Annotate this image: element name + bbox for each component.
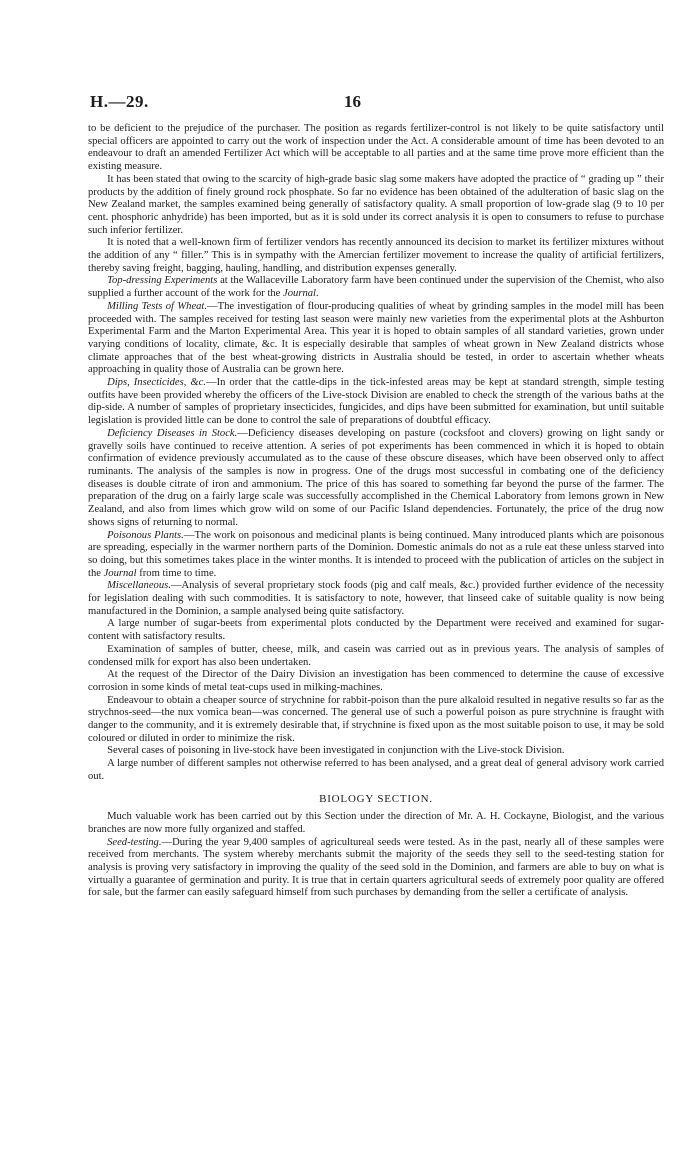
paragraph: Top-dressing Experiments at the Wallaceville Laboratory farm have been continued under the supervision of the Chemist, who also supplied a further account of the work for the Journal. — [88, 275, 664, 300]
section-heading: BIOLOGY SECTION. — [319, 792, 433, 805]
page-header — [88, 92, 664, 114]
paragraph: At the request of the Director of the Dairy Division an investigation has been commenced to determine the cause of excessive corrosion in some kinds of metal teat-cups used in milking-machines. — [88, 669, 664, 693]
paragraph: It is noted that a well-known firm of fertilizer vendors has recently announced its decision to market its fertilizer mixtures without the addition of any “ filler.” This is in sympathy with the Amercian fertilizer movement to increase the quality of artificial fertilizers, thereby saving freight, bagging, hauling, handling, and distribution expenses generally. — [88, 237, 664, 274]
paragraph-lead: Seed-testing. — [107, 836, 162, 848]
paragraph-lead: Miscellaneous. — [107, 580, 171, 592]
paragraph: Poisonous Plants.—The work on poisonous and medicinal plants is being continued. Many introduced plants which are poisonous are spreading, especially in the warmer northern parts of the Dominion. Domestic animals do not as a rule eat these unless starved into so doing, but this sometimes takes place in the winter months. It is intended to proceed with the publication of articles on the subject in the Journal from time to time. — [88, 529, 665, 579]
paragraph: to be deficient to the prejudice of the purchaser. The position as regards fertilizer-control is not likely to be quite satisfactory until special officers are appointed to carry out the work of inspection under the Act. A considerable amount of time has been devoted to an endeavour to draft an amended Fertilizer Act which will be acceptable to all parties and at the same time prove more efficient than the existing measure. — [88, 123, 664, 173]
document-reference: H.—29. — [90, 92, 149, 111]
paragraph: Milling Tests of Wheat.—The investigation of flour-producing qualities of wheat by grinding samples in the model mill has been proceeded with. The samples received for testing last season were mainly new varieties from the experimental plots at the Ashburton Experimental Farm and the Marton Experimental Area. This year it is hoped to obtain samples of all standard varieties, grown under varying conditions of locality, climate, &c. It is especially desirable that samples of wheat grown in New Zealand districts whose climate approaches that of the best wheat-growing districts in Australia should be tested, in order to ascertain whether wheats approaching in quality those of Australia can be grown here. — [88, 300, 664, 376]
document-body — [88, 123, 664, 900]
page-number: 16 — [344, 92, 361, 111]
paragraph: Dips, Insecticides, &c.—In order that the cattle-dips in the tick-infested areas may be kept at standard strength, simple testing outfits have been provided whereby the officers of the Live-stock Division are enabled to check the strength of the various baths at the dip-side. A number of samples of proprietary insecticides, fungicides, and dips have been submitted for examination, but until suitable legislation is provided little can be done to control the sale of preparations of doubtful efficacy. — [88, 377, 664, 427]
paragraph: A large number of different samples not otherwise referred to has been analysed, and a great deal of general advisory work carried out. — [88, 758, 664, 782]
paragraph-lead: Top-dressing Experiments — [107, 275, 218, 287]
paragraph: Seed-testing.—During the year 9,400 samples of agricultureal seeds were tested. As in the past, nearly all of these samples were received from merchants. The system whereby merchants submit the majority of the seeds they sell to the seed-testing station for analysis is proving very satisfactory in improving the quality of the seed sold in the Dominion, and farmers are able to buy on what is virtually a guarantee of germination and purity. It is true that in certain quarters agricultural seeds of extremely poor quality are offered for sale, but the farmer can easily safeguard himself from such purchases by demanding from the seller a certificate of analysis. — [88, 836, 664, 899]
paragraph-lead: Dips, Insecticides, &c. — [107, 377, 206, 389]
paragraph: Miscellaneous.—Analysis of several proprietary stock foods (pig and calf meals, &c.) provided further evidence of the necessity for legislation dealing with such commodities. It is satisfactory to note, however, that linseed cake of suitable quality is now being manufactured in the Dominion, a sample analysed being quite satisfactory. — [88, 580, 664, 617]
paragraph: It has been stated that owing to the scarcity of high-grade basic slag some makers have adopted the practice of “ grading up ” their products by the addition of finely ground rock phosphate. So far no evidence has been obtained of the adulteration of basic slag on the New Zealand market, the samples examined being generally of satisfactory quality. A small proportion of low-grade slag (9 to 10 per cent. phosphoric anhydride) has been imported, but as it is sold under its correct analysis it is open to consumers to refuse to purchase such inferior fertilizer. — [88, 173, 664, 236]
paragraph-lead: Deficiency Diseases in Stock. — [107, 427, 238, 439]
document-page — [88, 92, 664, 900]
paragraph-lead: Milling Tests of Wheat. — [107, 300, 208, 312]
paragraph: Deficiency Diseases in Stock.—Deficiency diseases developing on pasture (cocksfoot and clovers) growing on light sandy or gravelly soils have continued to receive attention. A series of pot experiments has been commenced in which it is hoped to obtain confirmation of evidence previously accumulated as to the cause of these obscure diseases, which have been observed only to affect ruminants. The analysis of the samples is now in progress. One of the drugs most successful in combating one of the deficiency diseases is double citrate of iron and ammonium. The price of this has soared to something far beyond the purse of the farmer. The preparation of the drug on a fairly large scale was successfully accomplished in the Chemical Laboratory from lemons grown in New Zealand, and also from limes which grow wild on some of our Pacific Island dependencies. Fortunately, the price of the drug now shows signs of returning to normal. — [88, 427, 664, 528]
paragraph: Endeavour to obtain a cheaper source of strychnine for rabbit-poison than the pure alkaloid resulted in negative results so far as the strychnos-seed—the nux vomica bean—was concerned. The general use of such a powerful poison as pure strychnine is fraught with danger to the community, and it is extremely desirable that, if strychnine is fixed upon as the most suitable poison to use, it may be sold coloured or diluted in order to minimize the risk. — [88, 694, 664, 744]
paragraph: Several cases of poisoning in live-stock have been investigated in conjunction with the Live-stock Division. — [107, 745, 565, 757]
paragraph: A large number of sugar-beets from experimental plots conducted by the Department were received and examined for sugar-content with satisfactory results. — [88, 618, 664, 643]
paragraph-lead: Poisonous Plants. — [107, 529, 184, 541]
paragraph: Examination of samples of butter, cheese, milk, and casein was carried out as in previous years. The analysis of samples of condensed milk for export has also been undertaken. — [88, 643, 664, 668]
paragraph: Much valuable work has been carried out by this Section under the direction of Mr. A. H. Cockayne, Biologist, and the various branches are now more fully organized and staffed. — [88, 811, 664, 835]
